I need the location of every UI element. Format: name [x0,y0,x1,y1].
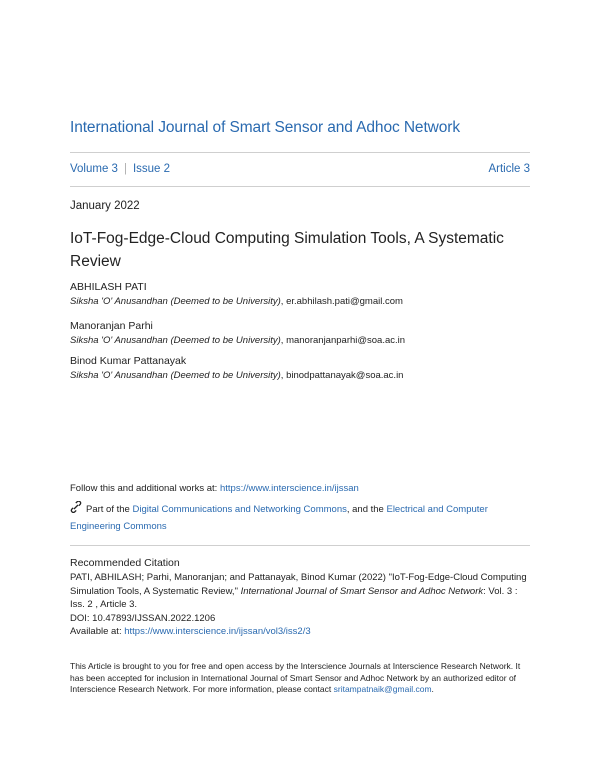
journal-title[interactable]: International Journal of Smart Sensor and Adhoc Network [70,119,460,136]
top-divider [70,152,530,153]
citation-heading: Recommended Citation [70,557,180,569]
author-name: Manoranjan Parhi [70,320,153,332]
follow-line: Follow this and additional works at: https://www.interscience.in/ijssan [70,483,359,494]
author-affiliation: Siksha 'O' Anusandhan (Deemed to be University), manoranjanparhi@soa.ac.in [70,335,406,346]
volume-divider [70,186,530,187]
volume-link[interactable]: Volume 3 [70,163,118,175]
separator: | [123,163,127,175]
digital-communications-link[interactable]: Digital Communications and Networking Commons [132,504,347,515]
article-title: IoT-Fog-Edge-Cloud Computing Simulation Tools, A Systematic Review [70,230,504,270]
part-of-line: Part of the Digital Communications and Networking Commons, and the Electrical and Computer Engineering Commons [70,501,530,535]
available-at-link[interactable]: https://www.interscience.in/ijssan/vol3/iss2/3 [124,626,311,637]
author-affiliation: Siksha 'O' Anusandhan (Deemed to be University), binodpattanayak@soa.ac.in [70,370,404,381]
publication-date: January 2022 [70,200,140,212]
electrical-engineering-link[interactable]: Electrical and Computer Engineering Commons [70,504,488,532]
author-block [70,320,540,346]
issue-link[interactable]: Issue 2 [132,163,171,175]
citation-divider [70,545,530,546]
citation-doi: DOI: 10.47893/IJSSAN.2022.1206 [70,612,216,624]
author-block [70,355,540,381]
volume-issue-row [70,163,530,175]
follow-link[interactable]: https://www.interscience.in/ijssan [219,483,359,494]
access-notice: This Article is brought to you for free and open access by the Interscience Journals at Interscience Research Network. It has been accepted for inclusion in International Journal of Smart Sensor and Adhoc Network by an authorized editor of Interscience Research Network. For more information, please contact sritampatnaik@gmail.com. [70,661,521,694]
author-name: ABHILASH PATI [70,281,147,293]
author-name: Binod Kumar Pattanayak [70,355,187,367]
citation-journal: International Journal of Smart Sensor and Adhoc Network [240,585,484,597]
author-affiliation: Siksha 'O' Anusandhan (Deemed to be University), er.abhilash.pati@gmail.com [70,296,403,307]
article-link[interactable]: Article 3 [488,163,530,175]
open-access-icon [70,501,83,519]
author-block [70,281,540,307]
contact-email-link[interactable]: sritampatnaik@gmail.com [333,684,432,694]
citation-body: PATI, ABHILASH; Parhi, Manoranjan; and Pattanayak, Binod Kumar (2022) "IoT-Fog-Edge-Cloud Computing Simulation Tools, A Systematic Review," International Journal of Smart Sensor and Adhoc Network: Vol. 3 : Iss. 2 , Article 3. DOI: 10.47893/IJSSAN.2022.1206 Available at: https://www.interscience.in/ijssan/vol3/iss2/3 [70,572,527,637]
